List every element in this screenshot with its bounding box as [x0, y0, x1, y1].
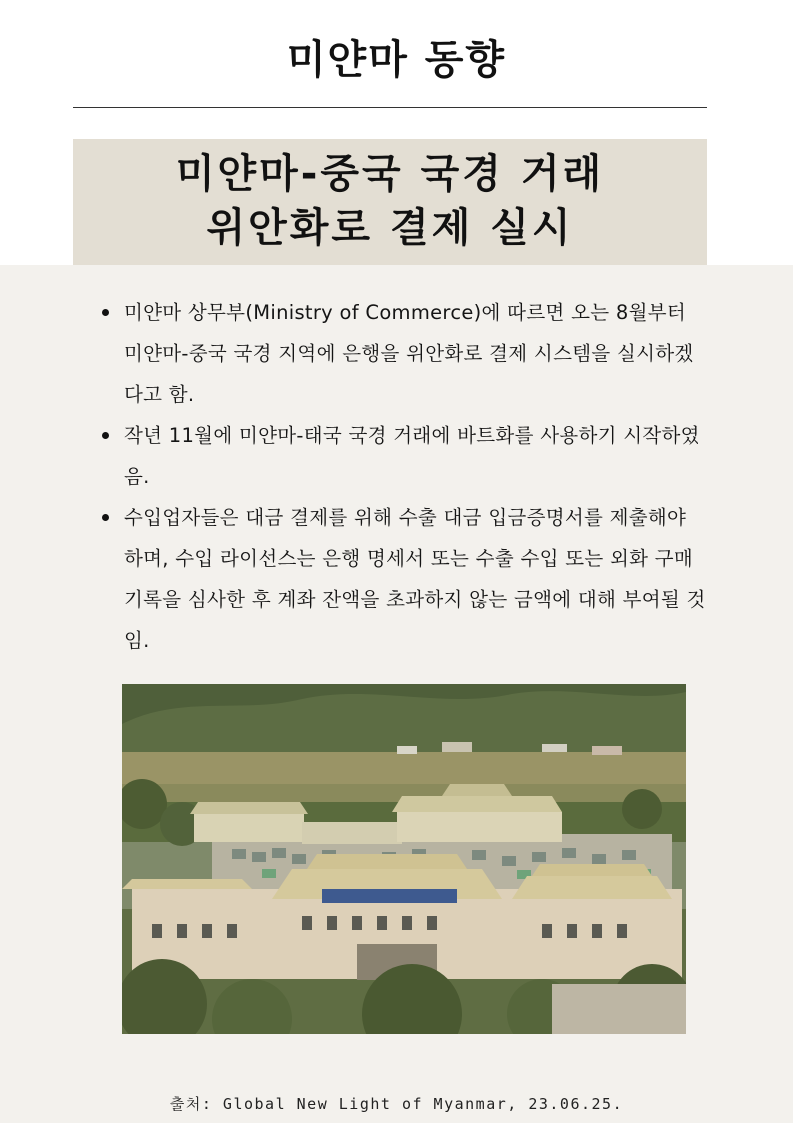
bullet-text: 미얀마 상무부(Ministry of Commerce)에 따르면 오는 8월부터 미얀마-중국 국경 지역에 은행을 위안화로 결제 시스템을 실시하겠다고 함. [124, 301, 694, 406]
headline-box [73, 139, 707, 265]
list-item [98, 497, 710, 661]
list-item [98, 292, 710, 415]
bullet-dot-icon [102, 309, 109, 316]
title-divider [73, 107, 707, 108]
header-area [0, 0, 793, 265]
photo-illustration [122, 684, 686, 1034]
bullet-dot-icon [102, 514, 109, 521]
page-title: 미얀마 동향 [286, 37, 507, 83]
headline-line-1: 미얀마-중국 국경 거래 [175, 151, 605, 197]
headline-line-2: 위안화로 결제 실시 [206, 205, 574, 251]
bullet-dot-icon [102, 432, 109, 439]
bullet-list [98, 292, 710, 661]
source-citation: 출처: Global New Light of Myanmar, 23.06.25. [169, 1095, 624, 1113]
bullet-text: 수입업자들은 대금 결제를 위해 수출 대금 입금증명서를 제출해야 하며, 수입 라이선스는 은행 명세서 또는 수출 수입 또는 외화 구매 기록을 심사한 후 계좌 잔액을 초과하지 않는 금액에 대해 부여될 것임. [124, 506, 706, 652]
bullet-text: 작년 11월에 미얀마-태국 국경 거래에 바트화를 사용하기 시작하였음. [124, 424, 700, 488]
list-item [98, 415, 710, 497]
border-trade-photo [122, 684, 686, 1034]
